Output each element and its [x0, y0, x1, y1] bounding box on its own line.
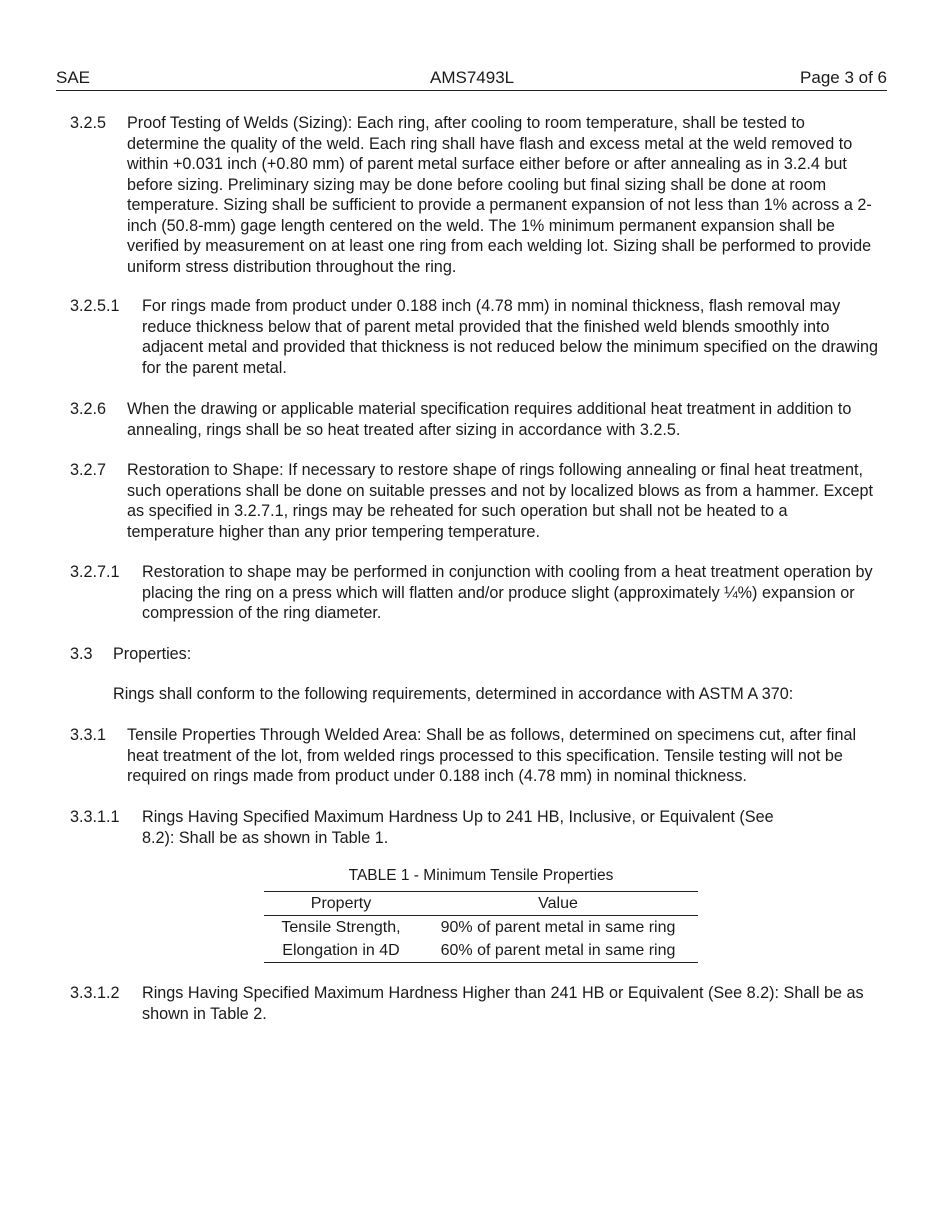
section-text: Rings Having Specified Maximum Hardness Up to 241 HB, Inclusive, or Equivalent (See 8.2): Shall be as shown in Table 1. [142, 808, 774, 847]
section-number: 3.3.1.2 [70, 984, 120, 1002]
header-page-number: Page 3 of 6 [800, 68, 887, 87]
cell-value: 60% of parent metal in same ring [418, 939, 698, 963]
section-number: 3.2.7.1 [70, 563, 120, 581]
section-3-3-body: Rings shall conform to the following requirements, determined in accordance with ASTM A 370: [113, 685, 794, 703]
section-3-2-7 [70, 460, 880, 544]
section-text: Restoration to shape may be performed in conjunction with cooling from a heat treatment operation by placing the ring on a press which will flatten and/or produce slight (approximately ¼%) expansion or compression of the ring diameter. [142, 563, 873, 622]
section-text: When the drawing or applicable material specification requires additional heat treatment in addition to annealing, rings shall be so heat treated after sizing in accordance with 3.2.5. [127, 400, 852, 439]
cell-value: 90% of parent metal in same ring [440, 919, 676, 936]
section-text: Rings Having Specified Maximum Hardness Higher than 241 HB or Equivalent (See 8.2): Shall be as shown in Table 2. [142, 984, 864, 1023]
column-header-property: Property [264, 892, 418, 916]
section-3-2-5-1 [70, 296, 880, 380]
section-number: 3.2.5.1 [70, 297, 120, 315]
header-doc-number: AMS7493L [430, 68, 515, 87]
section-3-2-6 [70, 399, 880, 441]
section-heading: Properties: [113, 645, 192, 663]
section-number: 3.3.1 [70, 726, 107, 744]
section-3-3 [70, 644, 880, 665]
section-text: Tensile Properties Through Welded Area: Shall be as follows, determined on specimens cut, after final heat treatment of the lot, from welded rings processed to this specification. Tensile testing will not be required on rings made from product under 0.188 inch (4.78 mm) in nominal thickness. [127, 726, 857, 785]
cell-property: Tensile Strength, [281, 919, 401, 936]
section-3-3-1-2 [70, 983, 880, 1025]
section-number: 3.3.1.1 [70, 808, 120, 826]
section-text: For rings made from product under 0.188 inch (4.78 mm) in nominal thickness, flash removal may reduce thickness below that of parent metal provided that the finished weld blends smoothly into adjacent metal and provided that thickness is not reduced below the minimum specified on the drawing for the parent metal. [142, 297, 879, 377]
section-3-3-1-1 [70, 807, 880, 849]
section-3-2-7-1 [70, 562, 880, 625]
table-1-title: TABLE 1 - Minimum Tensile Properties [348, 867, 614, 884]
table-header-row [264, 892, 698, 916]
cell-property: Elongation in 4D [264, 939, 418, 963]
header-org: SAE [56, 68, 91, 87]
section-3-3-1 [70, 725, 880, 788]
table-row [264, 939, 698, 963]
section-number: 3.2.7 [70, 461, 107, 479]
section-number: 3.2.6 [70, 400, 107, 418]
section-3-2-5 [70, 113, 880, 278]
column-header-value: Value [418, 892, 698, 916]
section-text: Proof Testing of Welds (Sizing): Each ring, after cooling to room temperature, shall be tested to determine the quality of the weld. Each ring shall have flash and excess metal at the weld removed to within +0.031 inch (+0.80 mm) of parent metal surface either before or after annealing as in 3.2.4 but before sizing. Preliminary sizing may be done before cooling but final sizing shall be done at room temperature. Sizing shall be sufficient to provide a permanent expansion of not less than 1% across a 2-inch (50.8-mm) gage length centered on the weld. The 1% minimum permanent expansion shall be verified by measurement on at least one ring from each welding lot. Sizing shall be performed to provide uniform stress distribution throughout the ring. [127, 114, 872, 276]
page-header [56, 68, 887, 91]
section-number: 3.3 [70, 645, 93, 663]
section-number: 3.2.5 [70, 114, 107, 132]
table-1 [264, 891, 698, 963]
table-row [264, 916, 698, 940]
section-text: Restoration to Shape: If necessary to restore shape of rings following annealing or final heat treatment, such operations shall be done on suitable presses and not by localized blows as from a hammer. Except as specified in 3.2.7.1, rings may be reheated for such operation but shall not be heated to a temperature higher than any prior tempering temperature. [127, 461, 873, 541]
